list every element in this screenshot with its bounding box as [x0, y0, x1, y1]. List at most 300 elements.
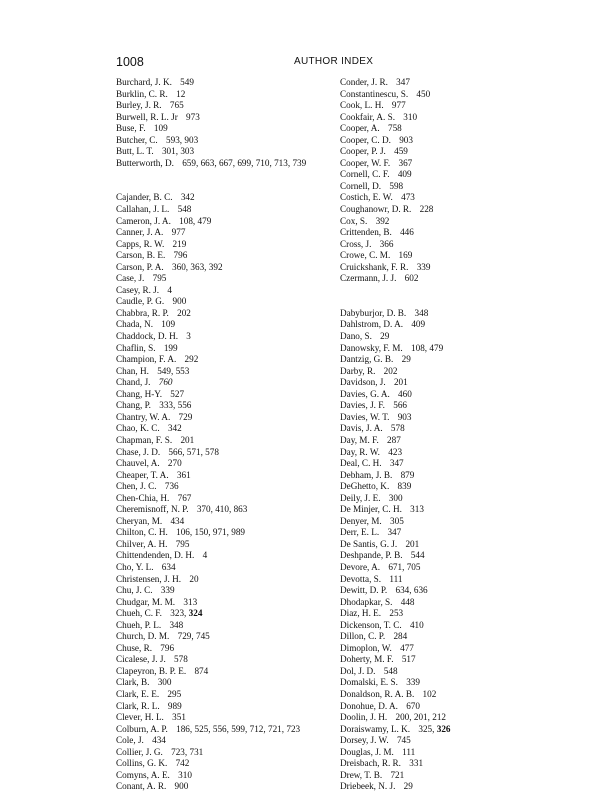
page-references: 109	[153, 123, 168, 134]
author-name: Donohue, D. A.	[340, 700, 398, 711]
index-entry	[116, 735, 336, 747]
index-entry	[340, 77, 540, 89]
page-references: 795	[175, 538, 190, 549]
author-name: Czermann, J. J.	[340, 273, 397, 284]
page-references: 108, 479	[411, 342, 444, 353]
page-references: 202	[177, 307, 191, 318]
page-references: 3	[186, 331, 191, 342]
index-entry	[116, 239, 336, 251]
page-references: 477	[400, 642, 414, 653]
page-references: 202	[383, 365, 398, 376]
index-entry	[340, 539, 540, 551]
author-name: Caudle, P. G.	[116, 296, 165, 307]
author-name: Butcher, C.	[116, 134, 158, 145]
author-name: Carson, P. A.	[116, 261, 164, 272]
author-name: De Santis, G. J.	[340, 538, 398, 549]
author-name: Doherty, M. F.	[340, 654, 394, 665]
page-references: 102	[422, 688, 437, 699]
author-name: Chaddock, D. H.	[116, 331, 179, 342]
page-references: 670	[406, 700, 420, 711]
author-name: Champion, F. A.	[116, 354, 177, 365]
index-entry	[116, 146, 336, 158]
index-entry	[116, 354, 336, 366]
index-entry	[340, 112, 540, 124]
index-entry	[116, 712, 336, 724]
index-entry	[116, 597, 336, 609]
author-name: Butterworth, D.	[116, 157, 174, 168]
author-name: Davidson, J.	[340, 377, 386, 388]
page-references: 169	[398, 250, 413, 261]
page-references: 347	[387, 527, 402, 538]
author-name: Cheaper, T. A.	[116, 469, 169, 480]
page-references: 721	[390, 769, 405, 780]
author-name: Conant, A. R.	[116, 781, 167, 792]
author-name: Cho, Y. L.	[116, 561, 154, 572]
page-references: 367	[398, 157, 413, 168]
index-entry	[116, 112, 336, 124]
author-name: Chuse, R.	[116, 642, 152, 653]
page-references: 602	[404, 273, 419, 284]
author-name: Doraiswamy, L. K.	[340, 723, 411, 734]
index-entry	[116, 377, 336, 389]
index-entry	[340, 701, 540, 713]
author-name: Day, M. F.	[340, 434, 379, 445]
page-references: 295	[167, 688, 182, 699]
page-references: 313	[183, 596, 198, 607]
author-name: Cheremisnoff, N. P.	[116, 504, 189, 515]
page-references: 347	[389, 458, 404, 469]
author-name: Dabyburjor, D. B.	[340, 307, 407, 318]
author-name: Dickenson, T. C.	[340, 619, 402, 630]
author-name: DeGhetto, K.	[340, 481, 390, 492]
index-entry	[340, 516, 540, 528]
page-references: 598	[389, 180, 404, 191]
index-entry	[116, 192, 336, 204]
page-references: 839	[397, 481, 412, 492]
index-entry	[116, 758, 336, 770]
page-references: 339	[160, 585, 175, 596]
index-entry	[116, 631, 336, 643]
author-name: Cooper, P. J.	[340, 146, 386, 157]
page-references: 423	[388, 446, 403, 457]
index-entry	[116, 262, 336, 274]
page-references: 29	[401, 354, 411, 365]
page-references: 348	[169, 619, 184, 630]
page-references: 874	[194, 665, 209, 676]
index-entry	[340, 319, 540, 331]
index-entry	[340, 620, 540, 632]
index-entry	[340, 585, 540, 597]
author-name: Cicalese, J. J.	[116, 654, 166, 665]
index-entry	[116, 574, 336, 586]
author-name: Davies, W. T.	[340, 411, 390, 422]
index-entry	[340, 574, 540, 586]
page-references: 300	[157, 677, 172, 688]
page-references: 331	[409, 758, 424, 769]
index-entry	[116, 216, 336, 228]
page-references: 517	[401, 654, 416, 665]
page-references: 292	[184, 354, 199, 365]
author-name: Chabbra, R. P.	[116, 307, 169, 318]
index-entry	[340, 447, 540, 459]
page-references: 473	[401, 192, 415, 203]
index-entry	[116, 135, 336, 147]
index-entry	[116, 412, 336, 424]
page-references: 729	[178, 411, 193, 422]
page-references: 900	[174, 781, 189, 792]
page-references: 199	[163, 342, 178, 353]
index-entry	[116, 504, 336, 516]
page-references: 347	[396, 77, 410, 87]
author-name: Chan, H.	[116, 365, 149, 376]
index-entry	[340, 216, 540, 228]
index-entry	[116, 643, 336, 655]
page-references: 903	[397, 411, 412, 422]
author-name: Christensen, J. H.	[116, 573, 182, 584]
author-name: Callahan, J. L.	[116, 204, 170, 215]
page-references: 460	[398, 388, 412, 399]
author-name: Debham, J. B.	[340, 469, 393, 480]
page-references: 29	[380, 331, 390, 342]
index-entry	[340, 389, 540, 401]
author-name: Chaflin, S.	[116, 342, 156, 353]
page-references: 4	[202, 550, 208, 561]
author-name: Clever, H. L.	[116, 712, 164, 723]
index-entry	[116, 227, 336, 239]
author-name: Cook, L. H.	[340, 100, 384, 111]
index-entry	[340, 227, 540, 239]
author-name: Burley, J. R.	[116, 100, 162, 111]
author-name: Devotta, S.	[340, 573, 382, 584]
page-references: 111	[402, 746, 416, 757]
index-entry	[116, 331, 336, 343]
author-name: Day, R. W.	[340, 446, 380, 457]
page-references: 186, 525, 556, 599, 712, 721, 723	[176, 723, 301, 734]
page-references: 301, 303	[161, 146, 195, 157]
index-entry	[340, 273, 540, 285]
author-name: Chilton, C. H.	[116, 527, 168, 538]
index-entry	[340, 400, 540, 412]
page-references: 106, 150, 971, 989	[176, 527, 245, 538]
page-references: 284	[393, 631, 408, 642]
author-name: Dano, S.	[340, 331, 372, 342]
author-name: Douglas, J. M.	[340, 746, 394, 757]
page-references: 977	[391, 100, 406, 111]
index-entry	[340, 423, 540, 435]
page-references: 287	[387, 434, 401, 445]
author-name: Cooper, W. F.	[340, 157, 391, 168]
page-references: 459	[394, 146, 408, 157]
index-entry	[116, 747, 336, 759]
author-name: Cheryan, M.	[116, 515, 163, 526]
author-name: Chu, J. C.	[116, 585, 153, 596]
index-entry	[116, 481, 336, 493]
author-name: Clapeyron, B. P. E.	[116, 665, 187, 676]
author-name: Chilver, A. H.	[116, 538, 168, 549]
author-name: Burwell, R. L. Jr	[116, 111, 178, 122]
author-name: Clark, E. E.	[116, 688, 160, 699]
author-name: Darby, R.	[340, 365, 376, 376]
author-name: Burchard, J. K.	[116, 77, 172, 87]
index-entry	[116, 273, 336, 285]
author-name: Chang, H-Y.	[116, 388, 163, 399]
page-references: 434	[170, 515, 185, 526]
author-name: Davies, G. A.	[340, 388, 390, 399]
author-name: Dewitt, D. P.	[340, 585, 388, 596]
bold-page-reference: 326	[436, 723, 451, 734]
author-name: Clark, B.	[116, 677, 150, 688]
page-references: 796	[160, 642, 175, 653]
index-entry	[116, 701, 336, 713]
page-references: 450	[416, 88, 431, 99]
index-entry	[340, 631, 540, 643]
page-references: 549, 553	[157, 365, 190, 376]
page-references: 342	[180, 192, 195, 203]
index-entry	[340, 89, 540, 101]
author-name: Dillon, C. P.	[340, 631, 386, 642]
index-entry	[116, 654, 336, 666]
index-entry	[116, 550, 336, 562]
index-entry	[116, 527, 336, 539]
index-entry	[116, 158, 336, 170]
index-entry	[340, 747, 540, 759]
index-entry	[116, 77, 336, 89]
author-name: Cornell, C. F.	[340, 169, 390, 180]
author-name: Buse, F.	[116, 123, 146, 134]
page-references: 310	[403, 111, 418, 122]
page-references: 351	[172, 712, 186, 723]
page-references: 360, 363, 392	[172, 261, 223, 272]
page-number: 1008	[116, 55, 144, 69]
page-references: 578	[174, 654, 188, 665]
author-name: Davies, J. F.	[340, 400, 385, 411]
index-entry	[340, 377, 540, 389]
author-name: Chueh, C. F.	[116, 608, 162, 619]
author-name: Cameron, J. A.	[116, 215, 171, 226]
author-name: Clark, R. L.	[116, 700, 160, 711]
index-entry	[340, 181, 540, 193]
page-references: 765	[169, 100, 184, 111]
index-entry	[340, 724, 540, 736]
page-references: 879	[400, 469, 415, 480]
author-name: Comyns, A. E.	[116, 769, 170, 780]
page-references: 305	[390, 515, 404, 526]
index-entry	[116, 666, 336, 678]
index-entry	[116, 389, 336, 401]
page-references: 634, 636	[395, 585, 428, 596]
index-entry	[116, 458, 336, 470]
author-name: Chueh, P. L.	[116, 619, 162, 630]
index-entry	[116, 123, 336, 135]
page-references: 323, 324	[170, 608, 203, 619]
page-references: 745	[396, 735, 411, 746]
index-entry	[116, 435, 336, 447]
page-references: 549	[180, 77, 194, 87]
author-name: Driebeek, N. J.	[340, 781, 396, 792]
author-name: Chang, P.	[116, 400, 151, 411]
index-entry	[116, 608, 336, 620]
page-references: 228	[419, 204, 434, 215]
page-references: 566	[393, 400, 407, 411]
index-entry	[340, 654, 540, 666]
author-name: Chand, J.	[116, 377, 151, 388]
index-spacer	[116, 181, 336, 193]
author-name: Cajander, B. C.	[116, 192, 173, 203]
page-references: 760	[158, 377, 173, 388]
author-name: Deily, J. E.	[340, 492, 381, 503]
page-references: 767	[177, 492, 192, 503]
index-entry	[340, 712, 540, 724]
index-entry	[340, 758, 540, 770]
index-entry	[340, 608, 540, 620]
author-name: Devore, A.	[340, 561, 381, 572]
index-entry	[340, 204, 540, 216]
index-entry	[340, 331, 540, 343]
author-name: Chapman, F. S.	[116, 434, 173, 445]
author-name: Butt, L. T.	[116, 146, 154, 157]
index-entry	[340, 343, 540, 355]
index-entry	[116, 470, 336, 482]
author-name: Cole, J.	[116, 735, 144, 746]
index-entry	[340, 146, 540, 158]
author-name: Constantinescu, S.	[340, 88, 409, 99]
index-entry	[116, 296, 336, 308]
page-references: 758	[387, 123, 402, 134]
running-head: AUTHOR INDEX	[294, 56, 374, 67]
page-references: 659, 663, 667, 699, 710, 713, 739	[182, 157, 307, 168]
index-entry	[116, 204, 336, 216]
index-entry	[116, 770, 336, 782]
index-entry	[340, 562, 540, 574]
index-entry	[116, 285, 336, 297]
author-name: Doolin, J. H.	[340, 712, 388, 723]
author-name: Collier, J. G.	[116, 746, 163, 757]
index-entry	[116, 343, 336, 355]
author-name: Danowsky, F. M.	[340, 342, 403, 353]
index-entry	[116, 562, 336, 574]
author-name: Cross, J.	[340, 238, 372, 249]
index-entry	[340, 677, 540, 689]
page-references: 795	[152, 273, 167, 284]
page-references: 12	[176, 88, 186, 99]
author-name: Dahlstrom, D. A.	[340, 319, 404, 330]
index-entry	[340, 689, 540, 701]
page-references: 410	[409, 619, 424, 630]
index-entry	[116, 250, 336, 262]
index-entry	[340, 666, 540, 678]
page-references: 434	[152, 735, 166, 746]
index-entry	[116, 539, 336, 551]
author-name: Cox, S.	[340, 215, 368, 226]
author-name: Chittendenden, D. H.	[116, 550, 195, 561]
author-name: Cookfair, A. S.	[340, 111, 396, 122]
index-entry	[340, 550, 540, 562]
index-entry	[340, 354, 540, 366]
index-entry	[340, 100, 540, 112]
index-entry	[340, 781, 540, 793]
author-name: De Minjer, C. H.	[340, 504, 402, 515]
page-references: 111	[389, 573, 403, 584]
page-references: 310	[178, 769, 192, 780]
author-name: Chauvel, A.	[116, 458, 160, 469]
author-name: Collins, G. K.	[116, 758, 168, 769]
index-entry	[340, 135, 540, 147]
author-name: Dol, J. D.	[340, 665, 376, 676]
author-name: Dantzig, G. B.	[340, 354, 394, 365]
author-name: Dorsey, J. W.	[340, 735, 389, 746]
index-entry	[340, 250, 540, 262]
index-entry	[340, 239, 540, 251]
index-entry	[340, 770, 540, 782]
author-name: Coughanowr, D. R.	[340, 204, 412, 215]
page-references: 729, 745	[177, 631, 210, 642]
author-name: Donaldson, R. A. B.	[340, 688, 415, 699]
index-entry	[116, 423, 336, 435]
index-entry	[116, 308, 336, 320]
index-entry	[340, 527, 540, 539]
page-references: 392	[375, 215, 390, 226]
index-entry	[116, 620, 336, 632]
index-entry	[116, 516, 336, 528]
page-references: 342	[167, 423, 182, 434]
author-name: Church, D. M.	[116, 631, 170, 642]
author-name: Chao, K. C.	[116, 423, 160, 434]
author-name: Conder, J. R.	[340, 77, 388, 87]
page-references: 634	[161, 561, 176, 572]
page-references: 527	[170, 388, 185, 399]
index-entry	[340, 366, 540, 378]
author-name: Cornell, D.	[340, 180, 382, 191]
author-name: Capps, R. W.	[116, 238, 165, 249]
index-entry	[116, 100, 336, 112]
author-name: Casey, R. J.	[116, 284, 160, 295]
author-name: Derr, E. L.	[340, 527, 380, 538]
index-entry	[340, 412, 540, 424]
author-name: Burklin, C. R.	[116, 88, 168, 99]
page-references: 723, 731	[171, 746, 204, 757]
page-references: 548	[383, 665, 398, 676]
index-entry	[340, 504, 540, 516]
author-name: Domalski, E. S.	[340, 677, 398, 688]
author-name: Carson, B. E.	[116, 250, 166, 261]
page-references: 446	[400, 227, 414, 238]
index-entry	[116, 89, 336, 101]
page-references: 29	[403, 781, 413, 792]
index-entry	[116, 677, 336, 689]
author-name: Cooper, C. D.	[340, 134, 391, 145]
page-references: 973	[186, 111, 200, 122]
page-references: 339	[406, 677, 420, 688]
index-spacer	[340, 285, 540, 297]
author-name: Colburn, A. P.	[116, 723, 168, 734]
index-entry	[116, 319, 336, 331]
index-entry	[116, 689, 336, 701]
page-references: 548	[177, 204, 192, 215]
page-references: 578	[390, 423, 405, 434]
author-name: Denyer, M.	[340, 515, 382, 526]
page-references: 989	[167, 700, 182, 711]
author-name: Deal, C. H.	[340, 458, 382, 469]
page-references: 219	[172, 238, 187, 249]
page-references: 270	[167, 458, 182, 469]
index-spacer	[116, 169, 336, 181]
author-name: Case, J.	[116, 273, 145, 284]
page-references: 339	[416, 261, 431, 272]
index-column-right	[340, 77, 540, 793]
page-references: 671, 705	[388, 561, 421, 572]
page-references: 742	[175, 758, 190, 769]
index-entry	[116, 366, 336, 378]
